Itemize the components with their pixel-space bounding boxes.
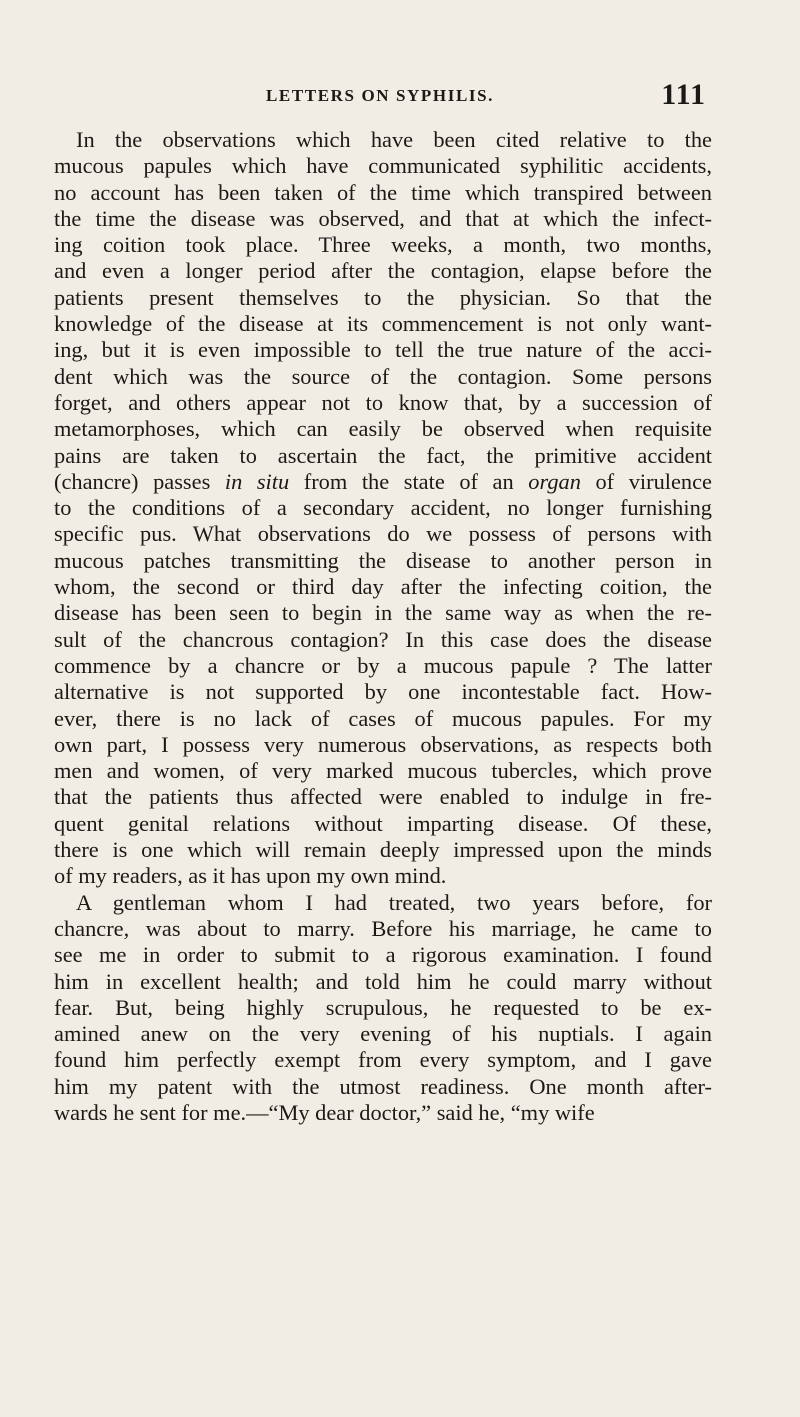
text-line: there is one which will remain deeply impressed upon the minds (54, 837, 712, 863)
text-line: (chancre) passes in situ from the state of an organ of virulence (54, 468, 712, 494)
text-line: quent genital relations without imparting disease. Of these, (54, 810, 712, 836)
page-number: 111 (661, 78, 706, 111)
text-line: In the observations which have been cited relative to the (76, 127, 712, 152)
text-line: to the conditions of a secondary accident, no longer furnishing (54, 495, 712, 521)
text-line: ing, but it is even impossible to tell the true nature of the acci- (54, 337, 712, 363)
body-text (54, 127, 712, 1377)
text-line: fear. But, being highly scrupulous, he requested to be ex- (54, 994, 712, 1020)
text-line: men and women, of very marked mucous tubercles, which prove (54, 758, 712, 784)
text-line: amined anew on the very evening of his nuptials. I again (54, 1021, 712, 1047)
text-line: and even a longer period after the contagion, elapse before the (54, 258, 712, 284)
text-line: alternative is not supported by one incontestable fact. How- (54, 679, 712, 705)
text-line: him in excellent health; and told him he could marry without (54, 968, 712, 994)
text-line: specific pus. What observations do we possess of persons with (54, 521, 712, 547)
text-line: ever, there is no lack of cases of mucous papules. For my (54, 705, 712, 731)
text-line: forget, and others appear not to know that, by a succession of (54, 389, 712, 415)
text-line: mucous papules which have communicated syphilitic accidents, (54, 153, 712, 179)
text-line: metamorphoses, which can easily be observed when requisite (54, 416, 712, 442)
text-line: no account has been taken of the time which transpired between (54, 179, 712, 205)
text-line: chancre, was about to marry. Before his marriage, he came to (54, 915, 712, 941)
text-line: wards he sent for me.—“My dear doctor,” said he, “my wife (54, 1099, 595, 1125)
running-head (54, 78, 706, 118)
text-line: commence by a chancre or by a mucous papule ? The latter (54, 652, 712, 678)
running-title: LETTERS ON SYPHILIS. (265, 86, 495, 105)
text-line: ing coition took place. Three weeks, a month, two months, (54, 232, 712, 258)
text-line: whom, the second or third day after the infecting coition, the (54, 574, 712, 600)
text-line: own part, I possess very numerous observations, as respects both (54, 731, 712, 757)
text-line: see me in order to submit to a rigorous examination. I found (54, 942, 712, 968)
text-line: found him perfectly exempt from every symptom, and I gave (54, 1047, 712, 1073)
text-line: dent which was the source of the contagion. Some persons (54, 363, 712, 389)
text-line: disease has been seen to begin in the same way as when the re- (54, 600, 712, 626)
text-line: pains are taken to ascertain the fact, the primitive accident (54, 442, 712, 468)
text-line: patients present themselves to the physician. So that the (54, 284, 712, 310)
text-line: sult of the chancrous contagion? In this case does the disease (54, 626, 712, 652)
text-line: A gentleman whom I had treated, two years before, for (76, 889, 712, 915)
text-line: the time the disease was observed, and that at which the infect- (54, 205, 712, 231)
text-line: him my patent with the utmost readiness. One month after- (54, 1073, 712, 1099)
text-line: that the patients thus affected were enabled to indulge in fre- (54, 784, 712, 810)
text-line: of my readers, as it has upon my own mind. (54, 863, 447, 889)
text-line: mucous patches transmitting the disease to another person in (54, 547, 712, 573)
text-line: knowledge of the disease at its commencement is not only want- (54, 311, 712, 337)
